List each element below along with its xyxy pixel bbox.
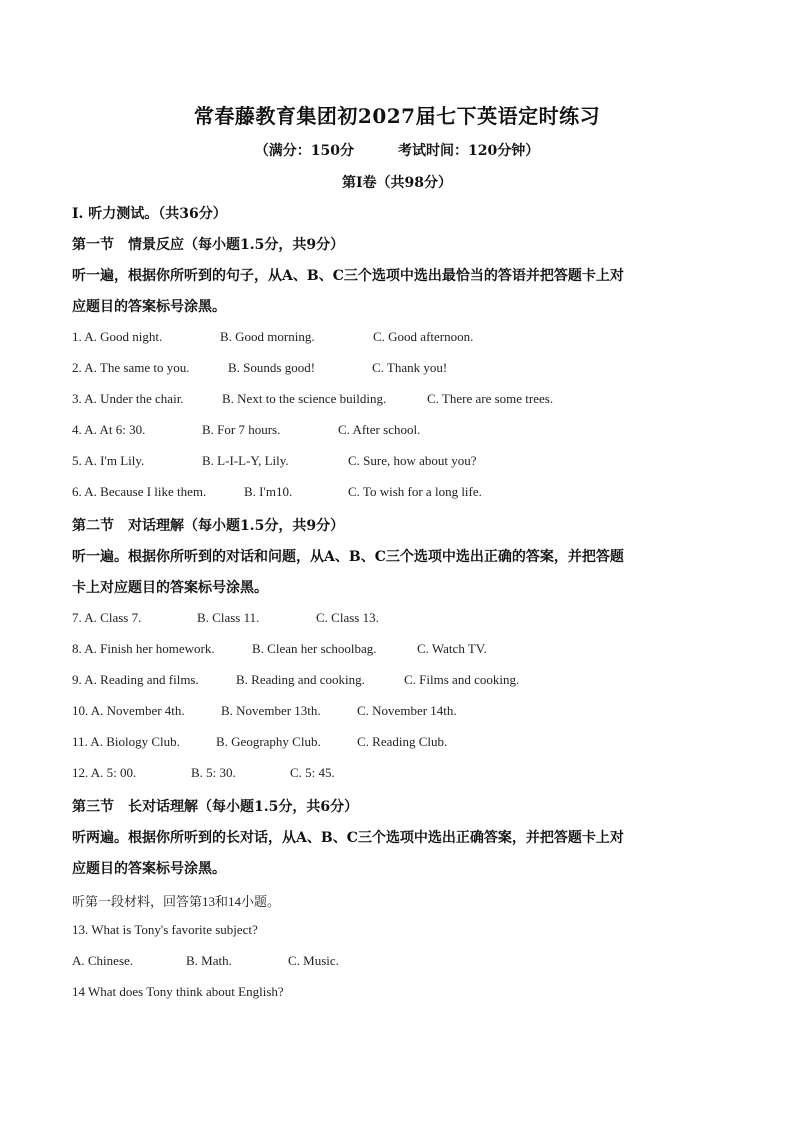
option-b: B. Clean her schoolbag. xyxy=(252,641,377,656)
option-a: 3. A. Under the chair. xyxy=(72,391,184,406)
option-a: 11. A. Biology Club. xyxy=(72,734,180,749)
option-a: 5. A. I'm Lily. xyxy=(72,453,145,468)
option-b: B. 5: 30. xyxy=(191,765,236,780)
option-b: B. Sounds good! xyxy=(228,360,316,375)
section3-instruction-2: 应题目的答案标号涂黑。 xyxy=(72,861,226,877)
option-b: B. I'm10. xyxy=(244,484,293,499)
option-b: B. For 7 hours. xyxy=(202,422,281,437)
section3-instruction-1: 听两遍。根据你所听到的长对话，从A、B、C三个选项中选出正确答案，并把答题卡上对 xyxy=(72,830,624,846)
option-a: 4. A. At 6: 30. xyxy=(72,422,146,437)
option-a: 7. A. Class 7. xyxy=(72,610,142,625)
option-c: C. Watch TV. xyxy=(417,641,487,656)
option-c: C. Class 13. xyxy=(316,610,379,625)
part-heading: I. 听力测试。（共36分） xyxy=(72,206,227,222)
section1-instruction-1: 听一遍，根据你所听到的句子，从A、B、C三个选项中选出最恰当的答语并把答题卡上对 xyxy=(72,268,624,284)
option-c: C. Good afternoon. xyxy=(373,329,474,344)
exam-title: 常春藤教育集团初2027届七下英语定时练习 xyxy=(193,104,601,128)
option-c: C. Films and cooking. xyxy=(404,672,520,687)
section1-heading: 第一节 情景反应（每小题1.5分，共9分） xyxy=(72,237,345,253)
section3-heading: 第三节 长对话理解（每小题1.5分，共6分） xyxy=(72,799,359,815)
option-c: C. After school. xyxy=(338,422,421,437)
exam-meta xyxy=(0,140,794,160)
question-14: 14 What does Tony think about English? xyxy=(72,984,284,999)
section2-heading: 第二节 对话理解（每小题1.5分，共9分） xyxy=(72,518,345,534)
option-b: B. Reading and cooking. xyxy=(236,672,365,687)
option-a: 10. A. November 4th. xyxy=(72,703,185,718)
option-b: B. Math. xyxy=(186,953,232,968)
exam-time: 考试时间：120分钟） xyxy=(398,143,540,159)
section2-instruction-2: 卡上对应题目的答案标号涂黑。 xyxy=(72,580,268,596)
volume-heading: 第Ⅰ卷（共98分） xyxy=(341,175,453,191)
option-c: C. 5: 45. xyxy=(290,765,335,780)
option-c: C. Thank you! xyxy=(372,360,448,375)
section1-instruction-2: 应题目的答案标号涂黑。 xyxy=(72,299,226,315)
option-a: 1. A. Good night. xyxy=(72,329,163,344)
option-b: B. L-I-L-Y, Lily. xyxy=(202,453,289,468)
full-score: （满分：150分 xyxy=(254,143,354,159)
option-b: B. November 13th. xyxy=(221,703,321,718)
option-a: 6. A. Because I like them. xyxy=(72,484,207,499)
option-b: B. Next to the science building. xyxy=(222,391,387,406)
material-note: 听第一段材料，回答第13和14小题。 xyxy=(72,894,281,909)
option-b: B. Good morning. xyxy=(220,329,315,344)
question-13: 13. What is Tony's favorite subject? xyxy=(72,922,258,937)
option-b: B. Geography Club. xyxy=(216,734,321,749)
option-b: B. Class 11. xyxy=(197,610,260,625)
option-a: 12. A. 5: 00. xyxy=(72,765,137,780)
option-a: 2. A. The same to you. xyxy=(72,360,190,375)
option-c: C. There are some trees. xyxy=(427,391,554,406)
option-a: A. Chinese. xyxy=(72,953,134,968)
option-c: C. Sure, how about you? xyxy=(348,453,477,468)
option-a: 9. A. Reading and films. xyxy=(72,672,199,687)
option-c: C. Reading Club. xyxy=(357,734,448,749)
option-c: C. To wish for a long life. xyxy=(348,484,482,499)
option-c: C. November 14th. xyxy=(357,703,457,718)
option-a: 8. A. Finish her homework. xyxy=(72,641,215,656)
option-c: C. Music. xyxy=(288,953,339,968)
section2-instruction-1: 听一遍。根据你所听到的对话和问题，从A、B、C三个选项中选出正确的答案，并把答题 xyxy=(72,549,624,565)
